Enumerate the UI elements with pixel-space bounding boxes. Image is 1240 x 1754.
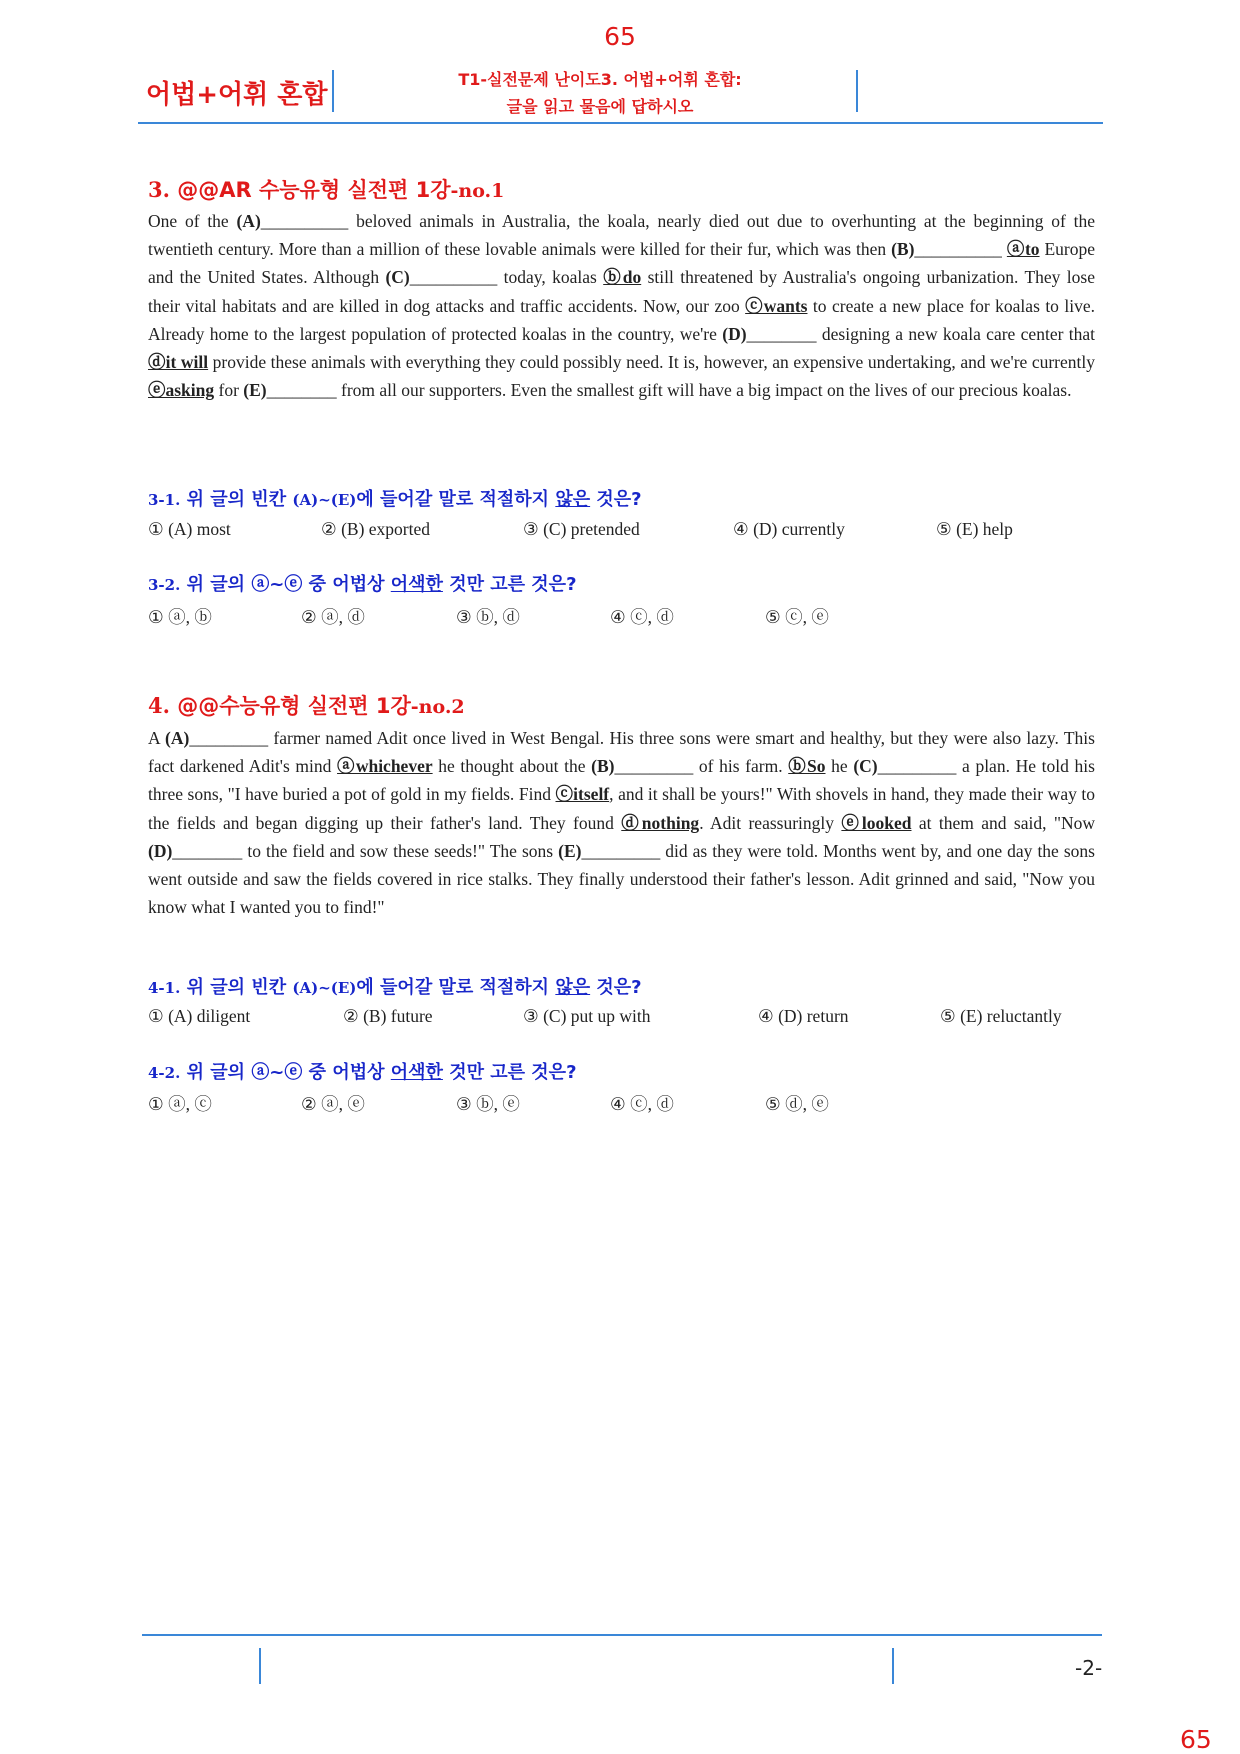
- page-number-bottom: 65: [1180, 1725, 1212, 1754]
- prompt-text: 중 어법상: [302, 1062, 391, 1083]
- marked-expression: ⓑSo: [788, 756, 826, 777]
- marked-expression: ⓒitself: [555, 784, 610, 805]
- question-3-title-text: @@AR 수능유형 실전편 1강: [177, 178, 451, 202]
- choice-1[interactable]: ① (A) diligent: [148, 1006, 251, 1026]
- choice-3[interactable]: ③ ⓑ, ⓔ: [456, 1094, 520, 1114]
- passage-text: ________ designing a new koala care center that: [746, 323, 1096, 344]
- prompt-range: ⓐ~ⓔ: [251, 1062, 303, 1083]
- header-subtitle-line2: 글을 읽고 물음에 답하시오: [506, 97, 694, 116]
- passage-text: to create a new place for koalas to live. Already home to the largest population of protected koalas in the country, we're: [148, 295, 1095, 344]
- blank-label: (D): [148, 840, 173, 861]
- prompt-text: 위 글의 빈칸: [186, 977, 293, 998]
- question-4-1-choices: [148, 1006, 1108, 1034]
- marked-expression: ⓓnothing: [621, 812, 700, 833]
- choice-3[interactable]: ③ ⓑ, ⓓ: [456, 607, 520, 627]
- question-4-1-prompt: [148, 973, 642, 999]
- choice-5[interactable]: ⑤ ⓒ, ⓔ: [765, 607, 829, 627]
- question-4-2-number: 4-2.: [148, 1064, 181, 1082]
- header-divider-right: [856, 70, 858, 112]
- question-3-title-suffix: -no.1: [450, 180, 505, 202]
- page-number-top: 65: [604, 22, 636, 51]
- section-title: 어법+어휘 혼합: [146, 80, 328, 110]
- blank-label: (B): [591, 756, 615, 777]
- prompt-range: ⓐ~ⓔ: [251, 574, 303, 595]
- prompt-text: 위 글의: [186, 574, 252, 595]
- choice-2[interactable]: ② (B) future: [343, 1006, 433, 1026]
- prompt-text: 위 글의 빈칸: [186, 489, 293, 510]
- choice-2[interactable]: ② ⓐ, ⓔ: [301, 1094, 365, 1114]
- prompt-text: 것만 고른 것은?: [442, 574, 577, 595]
- passage-text: _________ a plan. He told his three sons, "I have buried a pot of gold in my fields. Find: [148, 756, 1095, 805]
- question-4-passage: [148, 724, 1095, 921]
- marked-expression: ⓓit will: [148, 352, 209, 373]
- prompt-emphasis: 어색한: [390, 574, 443, 595]
- prompt-emphasis: 않은: [555, 977, 591, 998]
- passage-text: at them and said, "Now: [911, 812, 1096, 833]
- marked-expression: ⓐwhichever: [337, 756, 433, 777]
- blank-label: (E): [243, 380, 267, 401]
- choice-1[interactable]: ① ⓐ, ⓒ: [148, 1094, 212, 1114]
- prompt-text: 것은?: [590, 977, 642, 998]
- footer-rule: [142, 1634, 1102, 1636]
- question-4-number: 4.: [148, 693, 170, 718]
- choice-5[interactable]: ⑤ (E) help: [936, 519, 1013, 539]
- prompt-emphasis: 않은: [555, 489, 591, 510]
- choice-1[interactable]: ① ⓐ, ⓑ: [148, 607, 212, 627]
- question-4-title-text: @@수능유형 실전편 1강: [177, 694, 411, 718]
- question-4-1-number: 4-1.: [148, 979, 181, 997]
- blank-label: (A): [165, 728, 190, 748]
- passage-text: One of the: [148, 211, 237, 231]
- choice-3[interactable]: ③ (C) put up with: [523, 1006, 651, 1026]
- choice-5[interactable]: ⑤ ⓓ, ⓔ: [765, 1094, 829, 1114]
- footer-divider-right: [892, 1648, 894, 1684]
- question-3-2-prompt: [148, 570, 577, 596]
- passage-text: A: [148, 728, 166, 748]
- prompt-text: 에 들어갈 말로 적절하지: [356, 489, 556, 510]
- passage-text: _________ farmer named Adit once lived in West Bengal. His three sons were smart and healthy, but they were also lazy. This fact darkened Adit's mind: [148, 728, 1095, 777]
- question-3-1-prompt: [148, 485, 642, 511]
- passage-text: Europe and the United States. Although: [148, 239, 1096, 288]
- prompt-text: 것만 고른 것은?: [442, 1062, 577, 1083]
- blank-label: (B): [891, 239, 915, 260]
- passage-text: he thought about the: [432, 756, 592, 777]
- header-subtitle: [340, 66, 860, 120]
- question-3-number: 3.: [148, 177, 170, 202]
- footer-divider-left: [259, 1648, 261, 1684]
- choice-4[interactable]: ④ ⓒ, ⓓ: [610, 607, 674, 627]
- marked-expression: ⓔasking: [148, 380, 215, 401]
- prompt-text: 위 글의: [186, 1062, 252, 1083]
- question-3-2-choices: [148, 604, 1108, 632]
- blank-label: (C): [853, 756, 878, 777]
- passage-text: he: [825, 756, 854, 777]
- choice-5[interactable]: ⑤ (E) reluctantly: [940, 1006, 1062, 1026]
- passage-text: ________ from all our supporters. Even the smallest gift will have a big impact on the lives of our precious koalas.: [266, 380, 1072, 401]
- question-3-title: [148, 174, 504, 204]
- question-3-1-choices: [148, 519, 1108, 547]
- choice-2[interactable]: ② (B) exported: [321, 519, 430, 539]
- blank-label: (A): [236, 211, 261, 231]
- blank-label: (C): [385, 267, 410, 288]
- choice-4[interactable]: ④ ⓒ, ⓓ: [610, 1094, 674, 1114]
- prompt-text: 에 들어갈 말로 적절하지: [356, 977, 556, 998]
- marked-expression: ⓒwants: [745, 295, 808, 316]
- prompt-range: (A)~(E): [292, 491, 357, 509]
- passage-text: for: [214, 380, 244, 401]
- marked-expression: ⓐto: [1006, 239, 1040, 260]
- passage-text: . Adit reassuringly: [699, 812, 842, 833]
- marked-expression: ⓔlooked: [841, 812, 912, 833]
- choice-1[interactable]: ① (A) most: [148, 519, 231, 539]
- header-subtitle-line1: T1-실전문제 난이도3. 어법+어휘 혼합:: [458, 70, 742, 89]
- question-4-2-choices: [148, 1091, 1108, 1119]
- question-3-1-number: 3-1.: [148, 491, 181, 509]
- passage-text: _________ did as they were told. Months went by, and one day the sons went outside and saw the fields covered in rice stalks. They finally understood their father's lesson. Adit grinned and said, "Now you know what I wanted you to find!": [148, 840, 1095, 918]
- prompt-text: 중 어법상: [302, 574, 391, 595]
- choice-3[interactable]: ③ (C) pretended: [523, 519, 640, 539]
- question-3-passage: [148, 207, 1095, 404]
- prompt-emphasis: 어색한: [390, 1062, 443, 1083]
- prompt-text: 것은?: [590, 489, 642, 510]
- passage-text: ________ to the field and sow these seeds!" The sons: [172, 840, 559, 861]
- passage-text: __________ today, koalas: [409, 267, 604, 288]
- question-4-title-suffix: -no.2: [410, 696, 465, 718]
- passage-text: provide these animals with everything they could possibly need. It is, however, an expensive undertaking, and we're currently: [208, 352, 1095, 373]
- question-4-2-prompt: [148, 1058, 577, 1084]
- blank-label: (E): [558, 840, 582, 861]
- prompt-range: (A)~(E): [292, 979, 357, 997]
- blank-label: (D): [722, 323, 747, 344]
- passage-text: , and it shall be yours!" With shovels in hand, they made their way to the fields and began digging up their father's land. They found: [148, 784, 1095, 833]
- passage-text: _________ of his farm.: [614, 756, 789, 777]
- choice-2[interactable]: ② ⓐ, ⓓ: [301, 607, 365, 627]
- passage-text: still threatened by Australia's ongoing urbanization. They lose their vital habitats and are killed in dog attacks and traffic accidents. Now, our zoo: [148, 267, 1095, 316]
- marked-expression: ⓑdo: [603, 267, 642, 288]
- choice-4[interactable]: ④ (D) currently: [733, 519, 845, 539]
- choice-4[interactable]: ④ (D) return: [758, 1006, 849, 1026]
- header-rule: [138, 122, 1103, 124]
- question-4-title: [148, 690, 465, 720]
- footer-page-label: -2-: [1075, 1656, 1103, 1680]
- question-3-2-number: 3-2.: [148, 576, 181, 594]
- passage-text: __________: [914, 239, 1007, 260]
- header-divider-left: [332, 70, 334, 112]
- passage-text: __________ beloved animals in Australia, the koala, nearly died out due to overhunting at the beginning of the twentieth century. More than a million of these lovable animals were killed for their fur, which was then: [148, 211, 1095, 260]
